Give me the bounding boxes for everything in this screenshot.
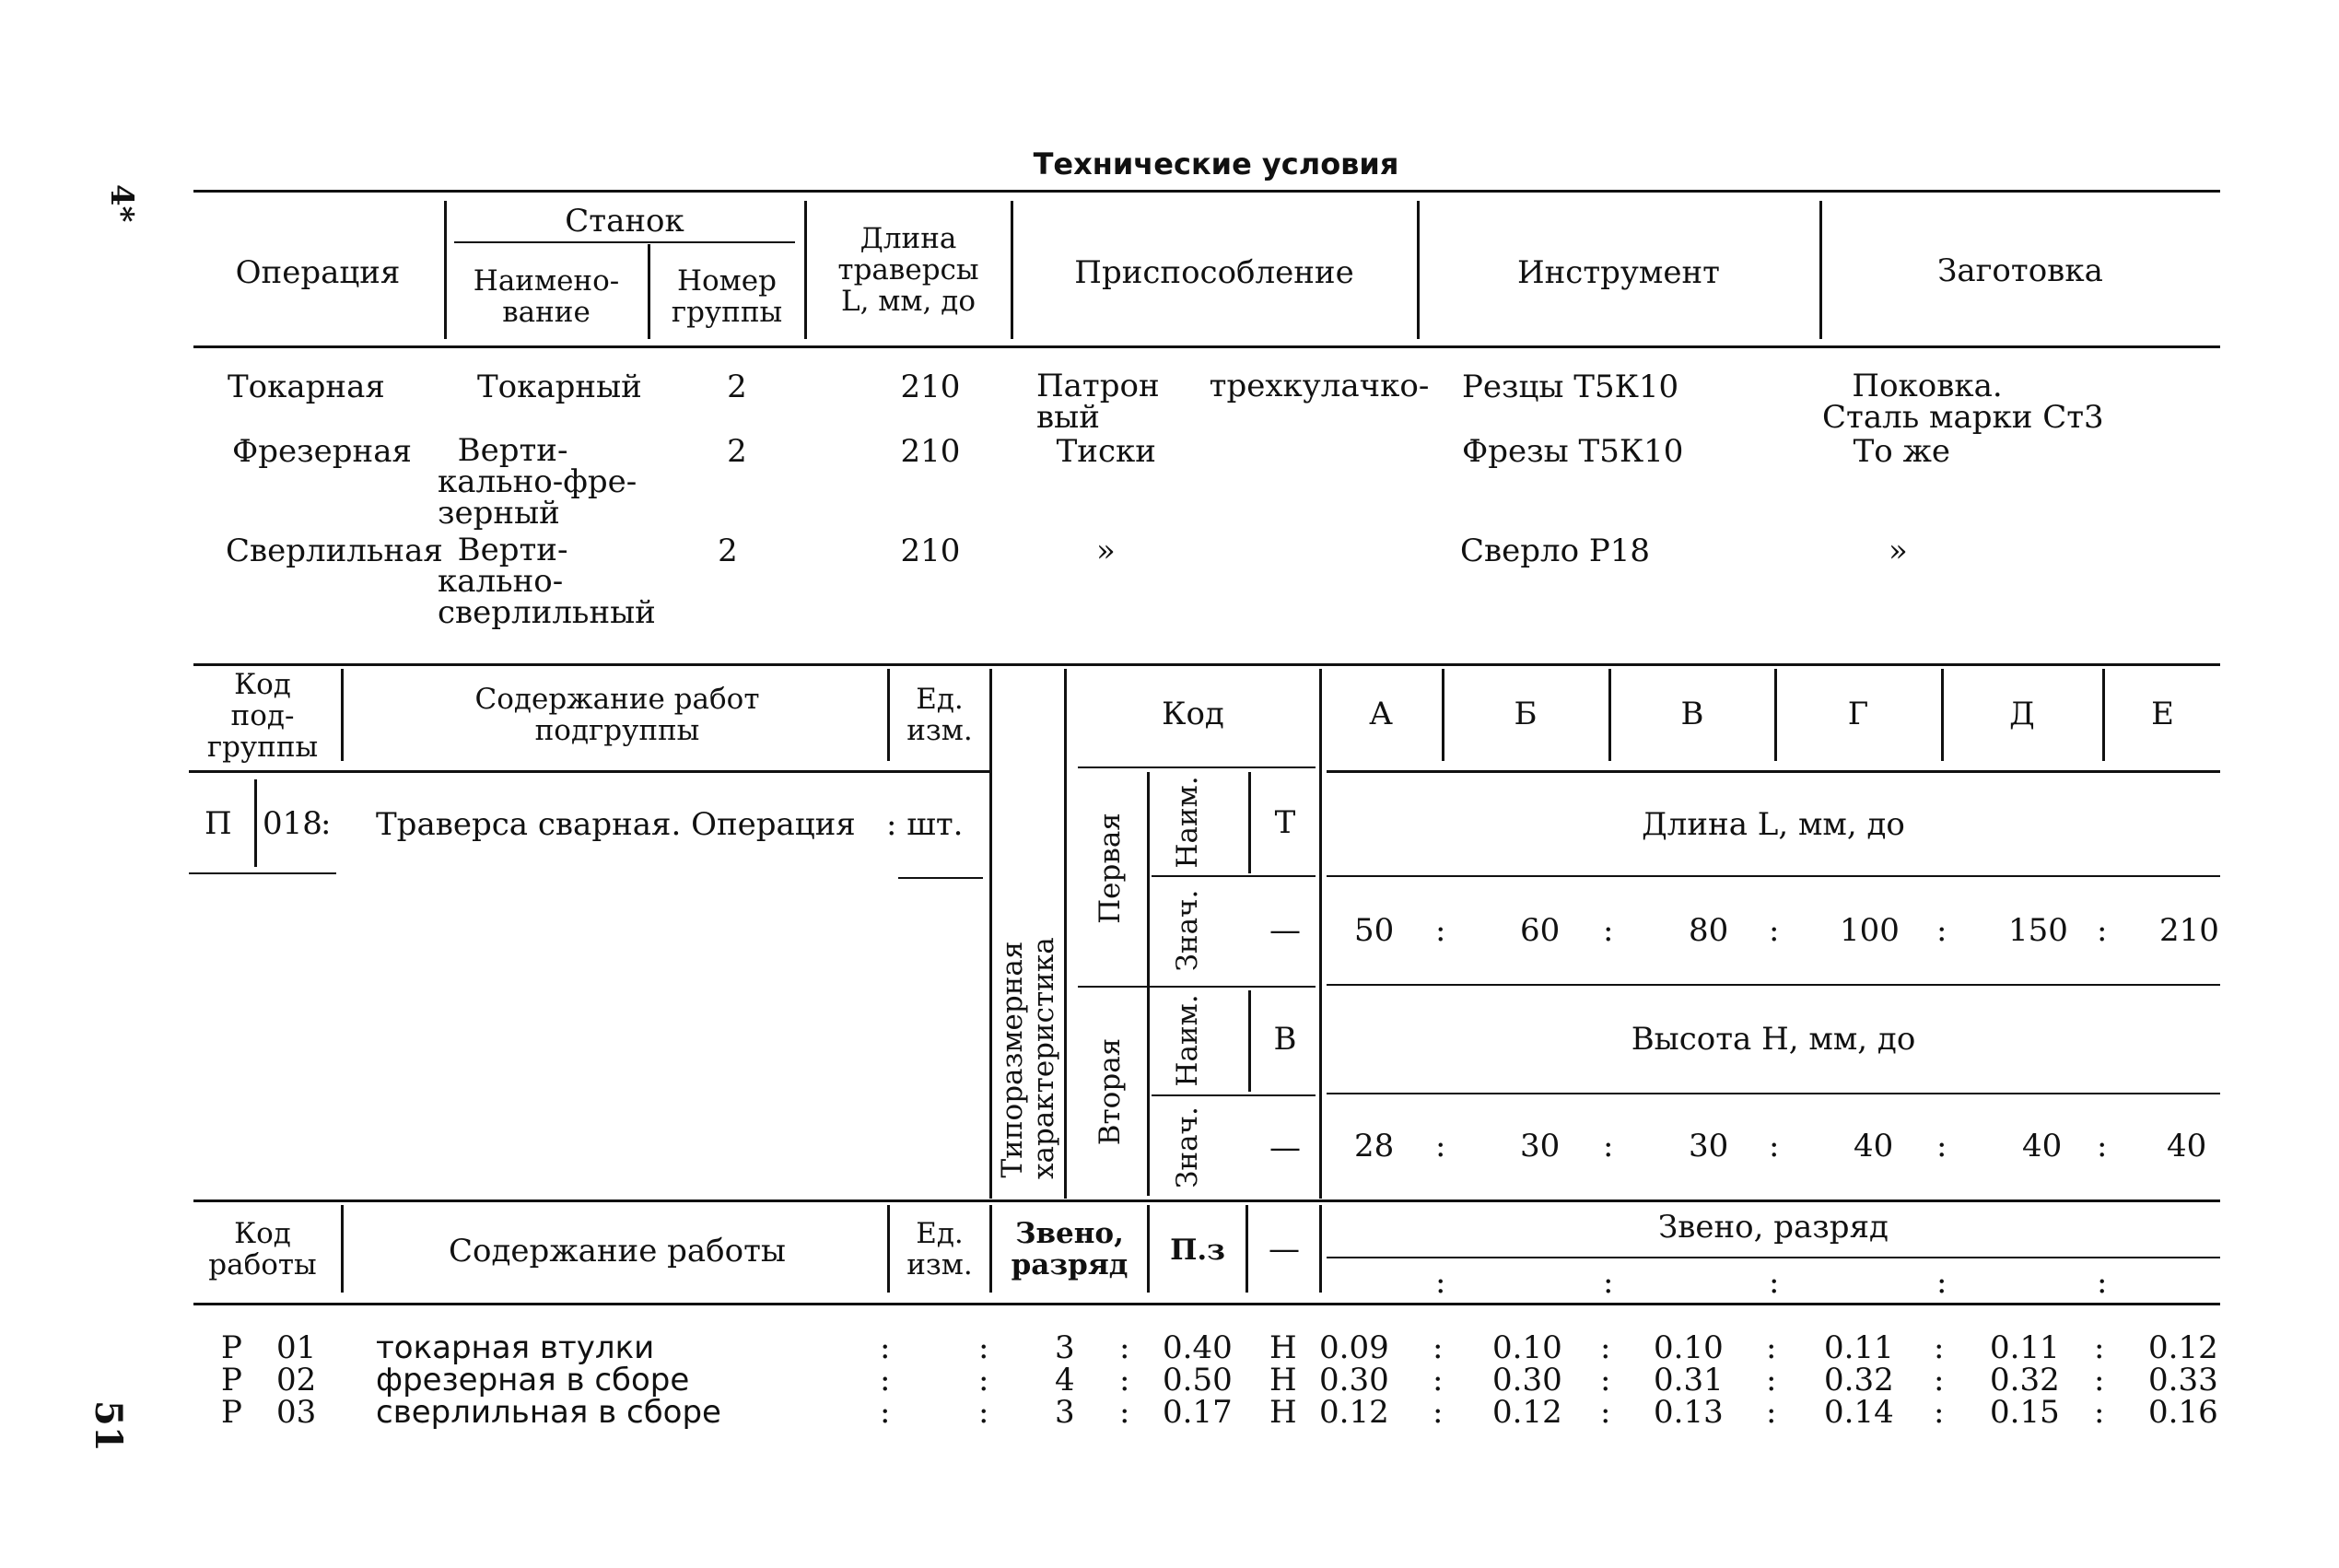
header-subgroup-unit: Ед. изм. — [906, 683, 973, 747]
subgroup-code-number: 018 — [263, 805, 322, 842]
header-machine: Станок — [565, 203, 684, 240]
header-work-code: Код работы — [208, 1217, 317, 1281]
header-work-grade2: Звено, разряд — [1658, 1209, 1889, 1246]
separator-colon: : — [1603, 1264, 1614, 1301]
column-divider — [341, 669, 344, 761]
column-divider — [1064, 669, 1067, 1199]
col-header-b: Б — [1514, 696, 1538, 732]
column-divider — [804, 201, 807, 339]
separator-colon: : — [880, 1329, 891, 1366]
height-value: 28 — [1354, 1128, 1395, 1164]
col-header-d: Д — [2009, 696, 2035, 732]
work-code-number: 01 — [276, 1329, 317, 1366]
header-fixture: Приспособление — [1074, 254, 1354, 291]
header-underline — [189, 770, 990, 773]
separator-colon: : — [2094, 1362, 2105, 1398]
separator-colon: : — [1433, 1329, 1444, 1366]
separator-colon: : — [1934, 1329, 1945, 1366]
row-divider — [1078, 986, 1316, 988]
second-name-code: В — [1273, 1021, 1297, 1058]
length-value: 100 — [1840, 912, 1900, 949]
height-value: 30 — [1689, 1128, 1729, 1164]
tech-row-fixture: Тиски — [1036, 433, 1156, 470]
work-norm-marker: Н — [1269, 1362, 1297, 1398]
separator-colon: : — [1936, 1128, 1947, 1164]
header-work-content: Содержание работы — [449, 1233, 786, 1270]
work-value: 0.32 — [1990, 1362, 2060, 1398]
subgroup-content: Траверса сварная. Операция — [376, 806, 856, 843]
separator-colon: : — [1600, 1329, 1611, 1366]
tech-row-length: 210 — [900, 433, 961, 470]
column-divider — [648, 244, 650, 339]
tech-row-fixture: Патрон трехкулачко- вый — [1036, 368, 1430, 436]
header-machine-group: Номер группы — [671, 264, 783, 329]
length-value: 150 — [2008, 912, 2068, 949]
separator-colon: : — [1119, 1362, 1130, 1398]
tech-row-group: 2 — [727, 433, 747, 470]
separator-colon: : — [1435, 912, 1446, 949]
work-value: 0.12 — [1319, 1394, 1389, 1431]
header-blank: Заготовка — [1937, 252, 2103, 289]
header-length: Длина траверсы L, мм, до — [837, 222, 979, 318]
separator-colon: : — [1435, 1128, 1446, 1164]
work-value: 0.30 — [1492, 1362, 1562, 1398]
page-number: 51 — [87, 1400, 130, 1452]
separator-colon: : — [880, 1362, 891, 1398]
subgroup-code-colon: : — [321, 805, 332, 842]
work-grade: 3 — [1055, 1394, 1075, 1431]
work-code-letter: Р — [221, 1362, 242, 1398]
height-value: 30 — [1520, 1128, 1561, 1164]
work-norm-marker: Н — [1269, 1329, 1297, 1366]
header-subgroup-code: Код под- группы — [206, 668, 319, 764]
separator-colon: : — [2094, 1329, 2105, 1366]
separator-colon: : — [1766, 1394, 1777, 1431]
row-divider — [1327, 875, 2220, 877]
column-divider — [887, 1205, 890, 1293]
separator-colon: : — [1603, 1128, 1614, 1164]
work-value: 0.10 — [1654, 1329, 1724, 1366]
row-divider — [1152, 1094, 1316, 1096]
separator-colon: : — [978, 1394, 989, 1431]
work-code-letter: Р — [221, 1394, 242, 1431]
table-rule — [193, 1303, 2220, 1305]
work-pz: 0.40 — [1163, 1329, 1233, 1366]
header-tool: Инструмент — [1517, 254, 1720, 291]
work-value: 0.33 — [2148, 1362, 2218, 1398]
tech-row-operation: Сверлильная — [226, 532, 443, 569]
header-machine-name: Наимено- вание — [473, 264, 620, 329]
tech-row-tool: Фрезы Т5К10 — [1462, 433, 1684, 470]
column-divider — [887, 669, 890, 761]
first-label: Первая — [1093, 813, 1127, 924]
column-divider — [1246, 1205, 1248, 1293]
separator-colon: : — [1936, 912, 1947, 949]
column-divider — [989, 669, 992, 1199]
tech-row-blank: То же — [1833, 433, 1950, 470]
tech-row-fixture: » — [1096, 532, 1116, 569]
tech-row-tool: Резцы Т5К10 — [1462, 369, 1679, 405]
length-value: 50 — [1354, 912, 1395, 949]
separator-colon: : — [2097, 912, 2108, 949]
table-rule — [193, 663, 2220, 666]
work-value: 0.14 — [1824, 1394, 1894, 1431]
second-value-dash: — — [1269, 1129, 1301, 1166]
tech-row-length: 210 — [900, 369, 961, 405]
height-value: 40 — [1854, 1128, 1894, 1164]
tech-row-operation: Токарная — [228, 369, 385, 405]
height-value: 40 — [2022, 1128, 2063, 1164]
column-divider — [989, 1205, 992, 1293]
separator-colon: : — [1766, 1329, 1777, 1366]
column-divider — [1147, 1205, 1150, 1293]
tech-row-length: 210 — [900, 532, 961, 569]
separator-colon: : — [1934, 1362, 1945, 1398]
tech-row-machine: Верти- кально- сверлильный — [438, 532, 656, 631]
tech-row-tool: Сверло Р18 — [1460, 532, 1651, 569]
separator-colon: : — [1119, 1329, 1130, 1366]
col-header-e: Е — [2151, 696, 2174, 732]
height-value: 40 — [2167, 1128, 2207, 1164]
subgroup-code-letter: П — [205, 805, 232, 842]
separator-colon: : — [1769, 1128, 1780, 1164]
kod-underline — [1078, 766, 1316, 768]
header-operation: Операция — [235, 254, 401, 291]
code-underline — [189, 872, 336, 874]
header-work-pz: П.з — [1170, 1234, 1225, 1267]
first-naim-label: Наим. — [1171, 776, 1204, 869]
work-value: 0.15 — [1990, 1394, 2060, 1431]
work-pz: 0.50 — [1163, 1362, 1233, 1398]
header-work-grade: Звено, разряд — [1011, 1217, 1129, 1281]
separator-colon: : — [1766, 1362, 1777, 1398]
table-rule — [193, 190, 2220, 193]
work-value: 0.09 — [1319, 1329, 1389, 1366]
second-naim-label: Наим. — [1171, 994, 1204, 1087]
length-value: 80 — [1689, 912, 1729, 949]
tech-row-blank: » — [1889, 532, 1908, 569]
work-value: 0.11 — [1990, 1329, 2060, 1366]
separator-colon: : — [1433, 1394, 1444, 1431]
page-corner-mark: 4* — [103, 184, 140, 223]
separator-colon: : — [1769, 912, 1780, 949]
work-value: 0.10 — [1492, 1329, 1562, 1366]
work-value: 0.16 — [2148, 1394, 2218, 1431]
separator-colon: : — [1603, 912, 1614, 949]
subgroup-unit: : шт. — [886, 806, 964, 843]
work-content: сверлильная в сборе — [376, 1394, 721, 1431]
tech-row-group: 2 — [718, 532, 738, 569]
separator-colon: : — [1769, 1264, 1780, 1301]
length-label: Длина L, мм, до — [1642, 806, 1905, 843]
tech-row-blank: Поковка. Сталь марки Ст3 — [1822, 368, 2104, 436]
separator-colon: : — [2097, 1128, 2108, 1164]
work-code-number: 03 — [276, 1394, 317, 1431]
separator-colon: : — [978, 1329, 989, 1366]
tech-row-operation: Фрезерная — [232, 433, 412, 470]
length-value: 210 — [2159, 912, 2219, 949]
work-value: 0.30 — [1319, 1362, 1389, 1398]
first-value-dash: — — [1269, 912, 1301, 949]
work-value: 0.12 — [1492, 1394, 1562, 1431]
work-value: 0.31 — [1654, 1362, 1724, 1398]
separator-colon: : — [1600, 1394, 1611, 1431]
second-label: Вторая — [1093, 1037, 1127, 1146]
typosize-label: Типоразмерная характеристика — [996, 937, 1060, 1179]
work-value: 0.13 — [1654, 1394, 1724, 1431]
work-value: 0.32 — [1824, 1362, 1894, 1398]
separator-colon: : — [2097, 1264, 2108, 1301]
machine-header-rule — [454, 241, 795, 243]
header-work-dash: — — [1269, 1231, 1300, 1268]
typosize-kod-header: Код — [1162, 696, 1224, 732]
row-divider — [1327, 1257, 2220, 1258]
header-work-unit: Ед. изм. — [906, 1217, 973, 1281]
column-divider — [1248, 990, 1251, 1092]
separator-colon: : — [1433, 1362, 1444, 1398]
separator-colon: : — [2094, 1394, 2105, 1431]
work-grade: 3 — [1055, 1329, 1075, 1366]
separator-colon: : — [1119, 1394, 1130, 1431]
separator-colon: : — [880, 1394, 891, 1431]
work-content: токарная втулки — [376, 1329, 655, 1366]
separator-colon: : — [1934, 1394, 1945, 1431]
tech-row-machine: Верти- кально-фре- зерный — [438, 432, 637, 532]
separator-colon: : — [978, 1362, 989, 1398]
first-name-code: Т — [1274, 804, 1296, 841]
page-title: Технические условия — [1033, 146, 1399, 181]
column-divider — [1248, 772, 1251, 873]
code-divider — [254, 779, 257, 867]
tech-row-machine: Токарный — [477, 369, 642, 405]
column-divider — [1319, 669, 1322, 1199]
table-rule — [193, 1199, 2220, 1202]
row-divider — [1152, 875, 1316, 877]
unit-underline — [898, 877, 983, 879]
separator-colon: : — [1435, 1264, 1446, 1301]
header-underline — [1327, 770, 2220, 773]
length-value: 60 — [1520, 912, 1561, 949]
work-content: фрезерная в сборе — [376, 1362, 690, 1398]
tech-row-group: 2 — [727, 369, 747, 405]
height-label: Высота H, мм, до — [1631, 1021, 1916, 1058]
work-value: 0.12 — [2148, 1329, 2218, 1366]
separator-colon: : — [1600, 1362, 1611, 1398]
work-norm-marker: Н — [1269, 1394, 1297, 1431]
work-code-letter: Р — [221, 1329, 242, 1366]
table-rule — [193, 345, 2220, 348]
work-pz: 0.17 — [1163, 1394, 1233, 1431]
work-value: 0.11 — [1824, 1329, 1894, 1366]
row-divider — [1327, 984, 2220, 986]
col-header-a: А — [1369, 696, 1393, 732]
first-znach-label: Знач. — [1171, 889, 1204, 972]
column-divider — [444, 201, 447, 339]
column-divider — [1319, 1205, 1322, 1293]
work-code-number: 02 — [276, 1362, 317, 1398]
column-divider — [341, 1205, 344, 1293]
column-divider — [1147, 772, 1150, 1196]
work-grade: 4 — [1055, 1362, 1075, 1398]
header-subgroup-content: Содержание работ подгруппы — [474, 683, 760, 747]
separator-colon: : — [1936, 1264, 1947, 1301]
second-znach-label: Знач. — [1171, 1106, 1204, 1188]
col-header-g: Г — [1847, 696, 1869, 732]
col-header-v: В — [1680, 696, 1704, 732]
row-divider — [1327, 1093, 2220, 1094]
